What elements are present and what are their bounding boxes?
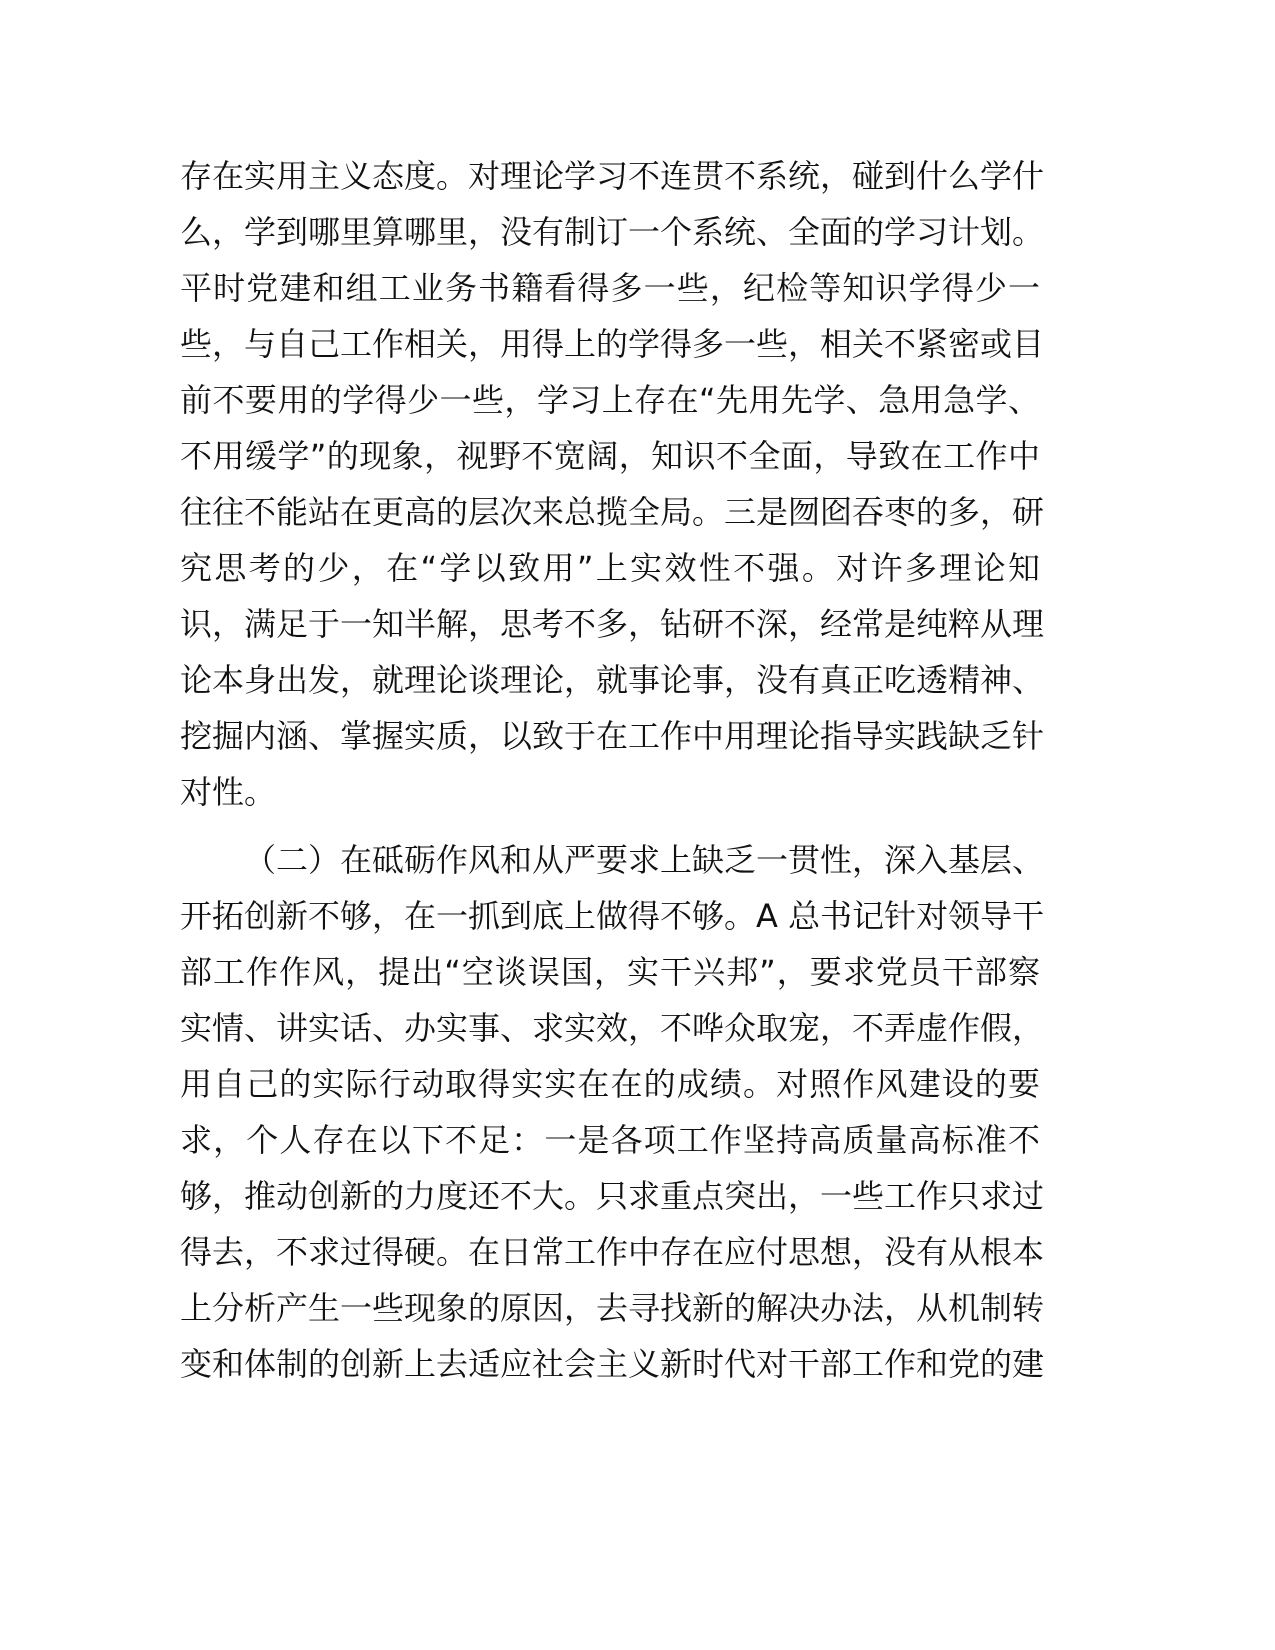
text-line: 论本身出发，就理论谈理论，就事论事，没有真正吃透精神、 (180, 661, 1045, 699)
text-line: 变和体制的创新上去适应社会主义新时代对干部工作和党的建 (180, 1345, 1045, 1383)
paragraph-1 (180, 148, 1045, 820)
text-line: （二）在砥砺作风和从严要求上缺乏一贯性，深入基层、 (244, 841, 1045, 879)
text-line: 识，满足于一知半解，思考不多，钻研不深，经常是纯粹从理 (180, 605, 1045, 643)
text-line: 挖掘内涵、掌握实质，以致于在工作中用理论指导实践缺乏针 (180, 717, 1045, 755)
text-line: 上分析产生一些现象的原因，去寻找新的解决办法，从机制转 (180, 1289, 1045, 1327)
text-line: 究思考的少，在“学以致用”上实效性不强。对许多理论知 (180, 549, 1040, 587)
text-line: 存在实用主义态度。对理论学习不连贯不系统，碰到什么学什 (180, 157, 1045, 195)
text-line: 求，个人存在以下不足：一是各项工作坚持高质量高标准不 (180, 1121, 1040, 1159)
text-line: 些，与自己工作相关，用得上的学得多一些，相关不紧密或目 (180, 325, 1045, 363)
text-line: 往往不能站在更高的层次来总揽全局。三是囫囵吞枣的多，研 (180, 493, 1045, 531)
text-line: 开拓创新不够，在一抓到底上做得不够。A 总书记针对领导干 (180, 897, 1045, 935)
text-line: 么，学到哪里算哪里，没有制订一个系统、全面的学习计划。 (180, 213, 1045, 251)
paragraph-spacer (180, 820, 1040, 832)
text-line: 部工作作风，提出“空谈误国，实干兴邦”，要求党员干部察 (180, 953, 1040, 991)
text-line: 够，推动创新的力度还不大。只求重点突出，一些工作只求过 (180, 1177, 1045, 1215)
body-text (180, 148, 1045, 1392)
text-line: 得去，不求过得硬。在日常工作中存在应付思想，没有从根本 (180, 1233, 1045, 1271)
text-line: 对性。 (180, 773, 277, 811)
text-line: 实情、讲实话、办实事、求实效，不哗众取宠，不弄虚作假， (180, 1009, 1045, 1047)
text-line: 前不要用的学得少一些，学习上存在“先用先学、急用急学、 (180, 381, 1040, 419)
text-line: 平时党建和组工业务书籍看得多一些，纪检等知识学得少一 (180, 269, 1040, 307)
text-line: 不用缓学”的现象，视野不宽阔，知识不全面，导致在工作中 (180, 437, 1040, 475)
paragraph-2 (180, 832, 1045, 1392)
text-line: 用自己的实际行动取得实实在在的成绩。对照作风建设的要 (180, 1065, 1040, 1103)
